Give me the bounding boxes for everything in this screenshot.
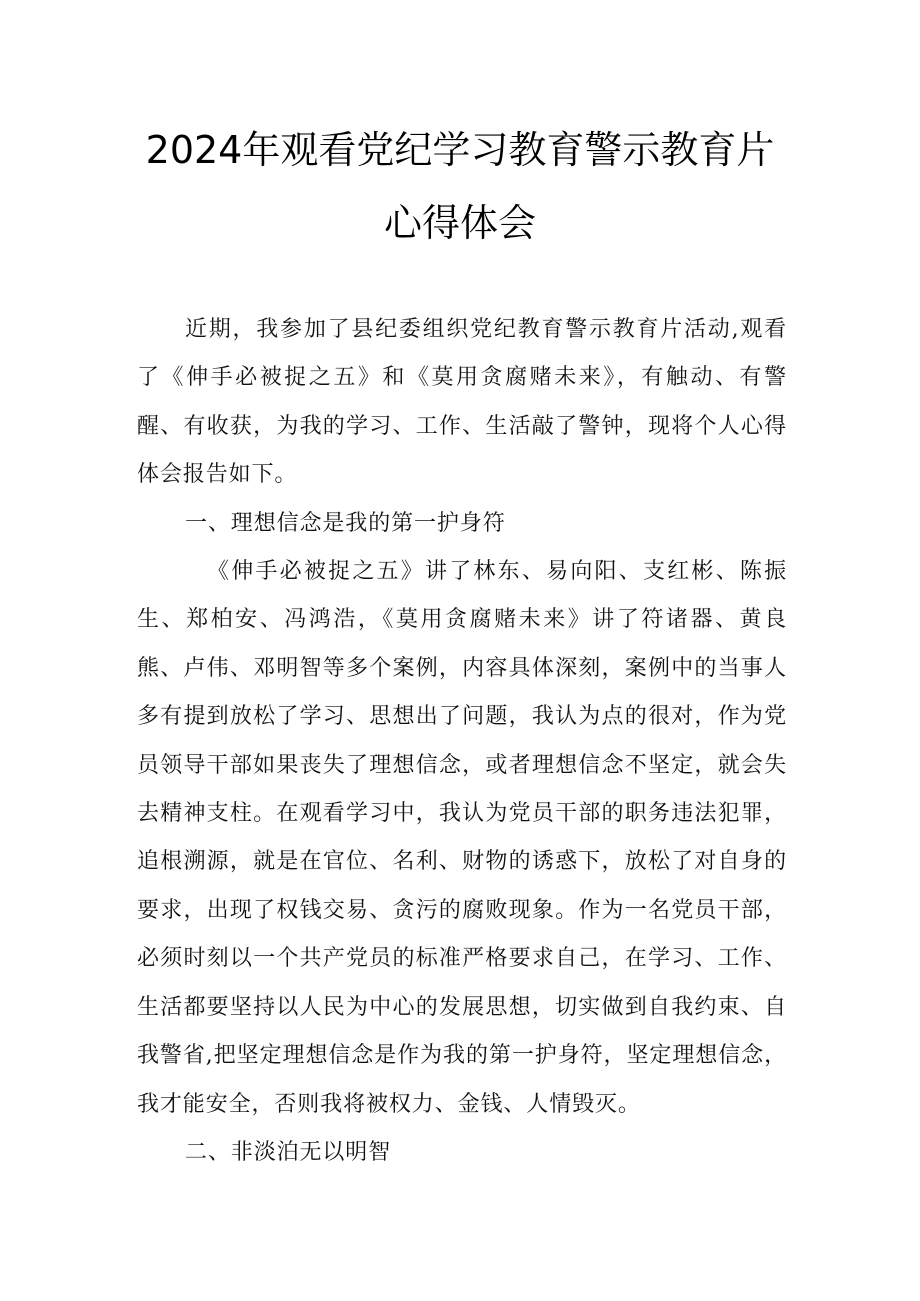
document-title-line1: 2024年观看党纪学习教育警示教育片 [145, 128, 775, 172]
section-1-paragraph: 《伸手必被捉之五》讲了林东、易向阳、支红彬、陈振生、郑柏安、冯鸿浩，《莫用贪腐赌未来》讲了符诸器、黄良熊、卢伟、邓明智等多个案例，内容具体深刻，案例中的当事人多有提到放松了学习、思想出了问题，我认为点的很对，作为党员领导干部如果丧失了理想信念，或者理想信念不坚定，就会失去精神支柱。在观看学习中，我认为党员干部的职务违法犯罪，追根溯源，就是在官位、名利、财物的诱惑下，放松了对自身的要求，出现了权钱交易、贪污的腐败现象。作为一名党员干部，必须时刻以一个共产党员的标准严格要求自己，在学习、工作、生活都要坚持以人民为中心的发展思想，切实做到自我约束、自我警省,把坚定理想信念是作为我的第一护身符，坚定理想信念，我才能安全，否则我将被权力、金钱、人情毁灭。 [137, 559, 787, 1117]
section-heading-1: 一、理想信念是我的第一护身符 [185, 510, 506, 536]
document-body [137, 306, 787, 1177]
section-heading-2: 二、非淡泊无以明智 [185, 1139, 392, 1165]
intro-paragraph: 近期，我参加了县纪委组织党纪教育警示教育片活动,观看了《伸手必被捉之五》和《莫用贪腐赌未来》，有触动、有警醒、有收获，为我的学习、工作、生活敲了警钟，现将个人心得体会报告如下。 [137, 317, 787, 488]
document-title-line2: 心得体会 [383, 201, 536, 245]
